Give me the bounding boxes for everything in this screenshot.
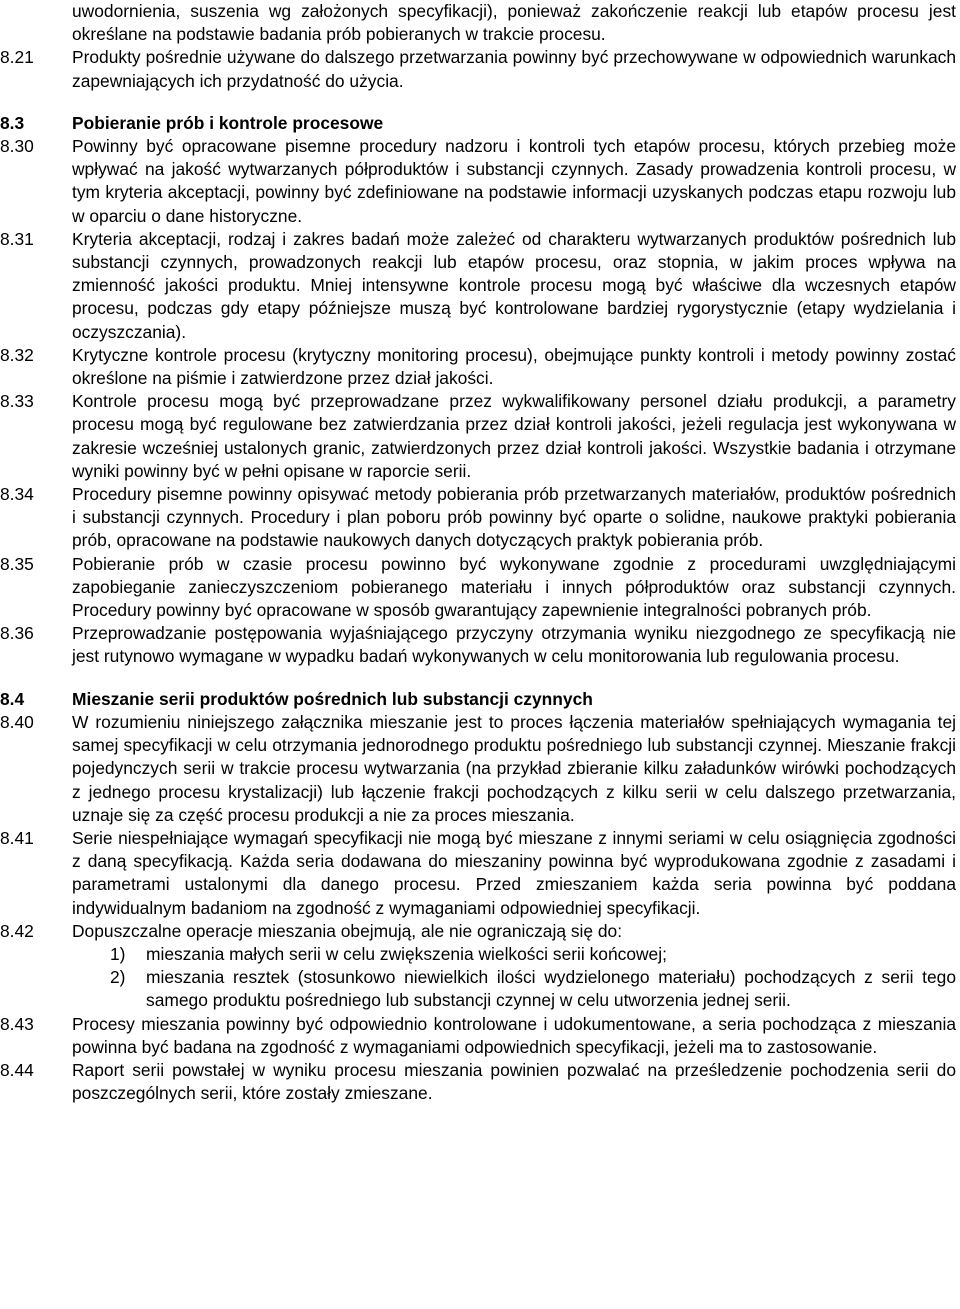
paragraph-number: 8.44 [0, 1059, 34, 1080]
paragraph-text: Pobieranie prób w czasie procesu powinno być wykonywane zgodnie z procedurami uwzględniającymi zapobieganie zanieczyszczeniom pobieranego materiału i innych półproduktów oraz substancji czynnych. Procedury powinny być opracowane w sposób gwarantujący zapewnienie integralności pobranych prób. [72, 553, 956, 621]
paragraph-number: 8.34 [0, 484, 34, 505]
list-item [0, 943, 960, 966]
paragraph-number: 8.33 [0, 391, 34, 412]
list-item [0, 966, 960, 1012]
paragraph-8-34 [0, 483, 960, 553]
paragraph-text: Produkty pośrednie używane do dalszego przetwarzania powinny być przechowywane w odpowiednich warunkach zapewniających ich przydatność do użycia. [72, 47, 956, 91]
paragraph-8-30 [0, 135, 960, 228]
paragraph-text: W rozumieniu niniejszego załącznika mieszanie jest to proces łączenia materiałów spełniających wymagania tej samej specyfikacji w celu otrzymania jednorodnego produktu pośredniego lub substancji czynnej. Mieszanie frakcji pojedynczych serii w trakcie procesu wytwarzania (na przykład zbieranie kilku załadunków wirówki pochodzących z jednego procesu krystalizacji) lub łączenie frakcji pochodzących z kilku serii w celu dalszego przetwarzania, uznaje się za część procesu produkcji a nie za proces mieszania. [72, 711, 956, 825]
section-heading-8-4 [0, 688, 960, 711]
paragraph-number: 8.32 [0, 344, 34, 365]
paragraph-text: Serie niespełniające wymagań specyfikacji nie mogą być mieszane z innymi seriami w celu osiągnięcia zgodności z daną specyfikacją. Każda seria dodawana do mieszaniny powinna być wyprodukowana zgodnie z zasadami i parametrami ustalonymi dla danego procesu. Przed zmieszaniem każda seria powinna być poddana indywidualnym badaniom na zgodność z wymaganiami odpowiedniej specyfikacji. [72, 827, 956, 918]
paragraph-8-21 [0, 46, 960, 92]
section-number: 8.3 [0, 112, 25, 133]
paragraph-8-32 [0, 344, 960, 390]
paragraph-number: 8.41 [0, 827, 34, 848]
list-text: mieszania małych serii w celu zwiększenia wielkości serii końcowej; [146, 943, 667, 964]
continuation-paragraph [0, 0, 960, 46]
paragraph-8-44 [0, 1059, 960, 1105]
list-number: 1) [110, 943, 126, 964]
paragraph-number: 8.21 [0, 47, 34, 68]
paragraph-8-35 [0, 553, 960, 623]
paragraph-8-31 [0, 228, 960, 344]
paragraph-text: Krytyczne kontrole procesu (krytyczny monitoring procesu), obejmujące punkty kontroli i metody powinny zostać określone na piśmie i zatwierdzone przez dział jakości. [72, 344, 956, 389]
paragraph-number: 8.31 [0, 228, 34, 249]
list-text: mieszania resztek (stosunkowo niewielkich ilości wydzielonego materiału) pochodzących z serii tego samego produktu pośredniego lub substancji czynnej w celu utworzenia jednej serii. [146, 967, 956, 1011]
paragraph-text: Dopuszczalne operacje mieszania obejmują, ale nie ograniczają się do: [72, 920, 623, 941]
paragraph-8-41 [0, 827, 960, 920]
paragraph-text: Procesy mieszania powinny być odpowiednio kontrolowane i udokumentowane, a seria pochodząca z mieszania powinna być badana na zgodność z wymaganiami odpowiednich specyfikacji, jeżeli ma to zastosowanie. [72, 1013, 956, 1057]
paragraph-8-33 [0, 390, 960, 483]
paragraph-text: Procedury pisemne powinny opisywać metody pobierania prób przetwarzanych materiałów, produktów pośrednich i substancji czynnych. Procedury i plan poboru prób powinny być oparte o solidne, naukowe praktyki pobierania prób, opracowane na podstawie naukowych danych dotyczących praktyk pobierania prób. [72, 484, 956, 551]
paragraph-text: Przeprowadzanie postępowania wyjaśniającego przyczyny otrzymania wyniku niezgodnego ze specyfikacją nie jest rutynowo wymagane w wypadku badań wykonywanych w celu monitorowania lub regulowania procesu. [72, 623, 956, 667]
paragraph-text: Kryteria akceptacji, rodzaj i zakres badań może zależeć od charakteru wytwarzanych produktów pośrednich lub substancji czynnych, prowadzonych reakcji lub etapów procesu, oraz stopnia, w jakim proces wpływa na zmienność jakości produktu. Mniej intensywne kontrole procesu mogą być właściwe dla wczesnych etapów procesu, podczas gdy etapy późniejsze muszą być kontrolowane bardziej rygorystycznie (etapy wydzielania i oczyszczania). [72, 228, 956, 342]
paragraph-8-40 [0, 711, 960, 827]
paragraph-text: Powinny być opracowane pisemne procedury nadzoru i kontroli tych etapów procesu, których przebieg może wpływać na jakość wytwarzanych półproduktów i substancji czynnych. Zasady prowadzenia kontroli procesu, w tym kryteria akceptacji, powinny być zdefiniowane na podstawie informacji uzyskanych podczas etapu rozwoju lub w oparciu o dane historyczne. [72, 136, 956, 226]
paragraph-number: 8.35 [0, 553, 34, 574]
paragraph-text: Raport serii powstałej w wyniku procesu mieszania powinien pozwalać na prześledzenie pochodzenia serii do poszczególnych serii, które zostały zmieszane. [72, 1059, 956, 1104]
paragraph-8-42 [0, 920, 960, 943]
paragraph-text: Kontrole procesu mogą być przeprowadzane przez wykwalifikowany personel działu produkcji, a parametry procesu mogą być regulowane bez zatwierdzania przez dział kontroli jakości, jeżeli regulacja jest wykonywana w zakresie wcześniej ustalonych granic, zatwierdzonych przez dział kontroli jakości. Wszystkie badania i otrzymane wyniki powinny być w pełni opisane w raporcie serii. [72, 391, 956, 481]
section-title: Mieszanie serii produktów pośrednich lub substancji czynnych [72, 688, 593, 709]
section-number: 8.4 [0, 688, 25, 709]
paragraph-number: 8.42 [0, 920, 34, 941]
paragraph-number: 8.43 [0, 1013, 34, 1034]
section-heading-8-3 [0, 112, 960, 135]
paragraph-text: uwodornienia, suszenia wg założonych specyfikacji), ponieważ zakończenie reakcji lub etapów procesu jest określane na podstawie badania prób pobieranych w trakcie procesu. [72, 1, 956, 45]
list-number: 2) [110, 967, 126, 988]
paragraph-number: 8.30 [0, 136, 34, 157]
section-title: Pobieranie prób i kontrole procesowe [72, 112, 384, 133]
paragraph-8-43 [0, 1013, 960, 1059]
paragraph-8-36 [0, 622, 960, 668]
paragraph-number: 8.40 [0, 711, 34, 732]
paragraph-number: 8.36 [0, 623, 34, 644]
